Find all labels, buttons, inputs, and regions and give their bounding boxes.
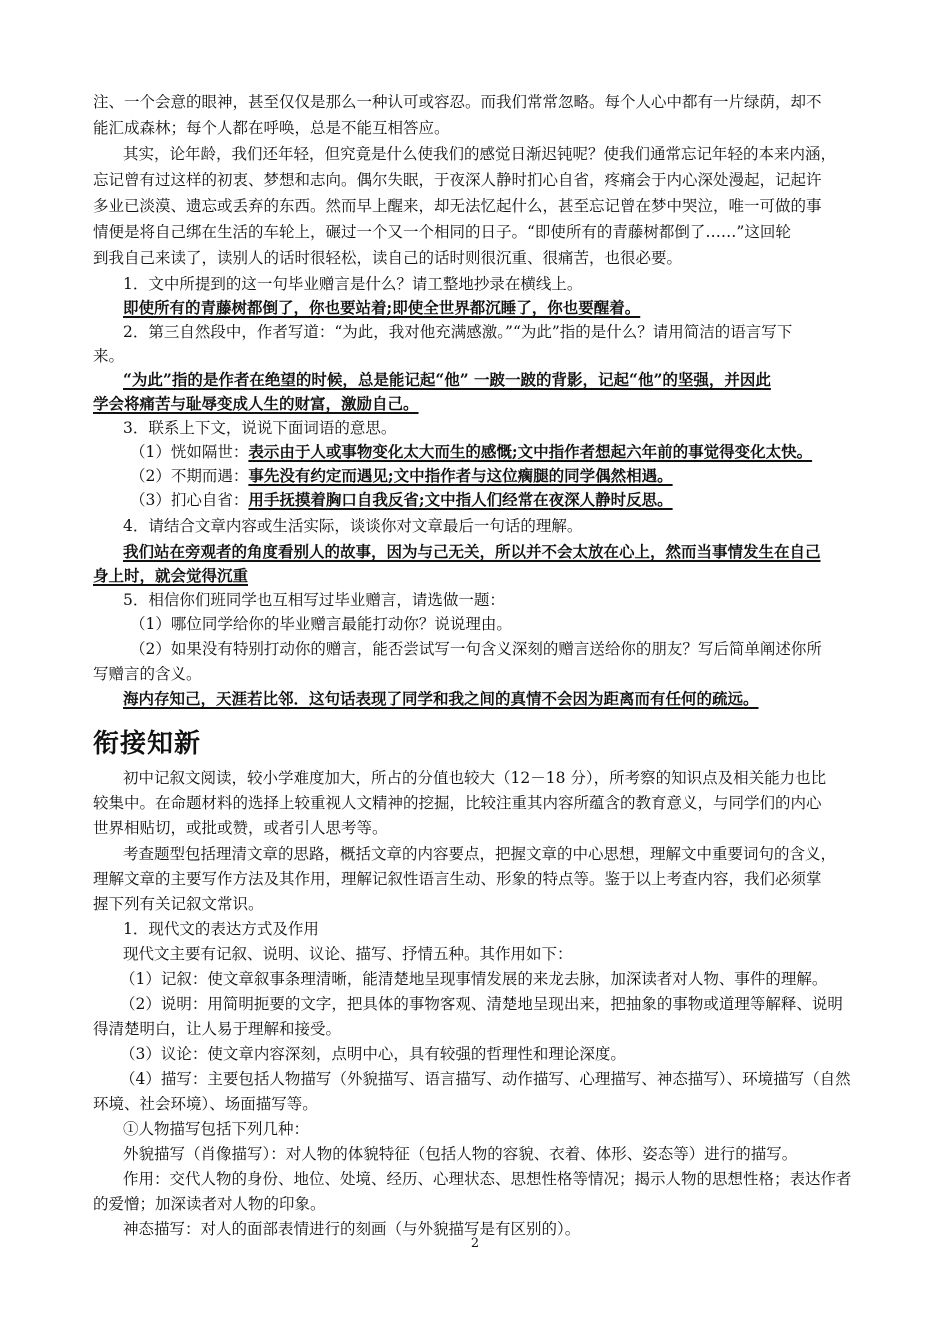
answer-2-cont: 学会将痛苦与耻辱变成人生的财富，激励自己。	[93, 394, 419, 413]
section-line: 现代文主要有记叙、说明、议论、描写、抒情五种。其作用如下：	[123, 945, 573, 963]
question-3-item-2	[130, 466, 900, 486]
section-line: （3）议论：使文章内容深刻，点明中心，具有较强的哲理性和理论深度。	[120, 1045, 626, 1063]
passage-line: 能汇成森林；每个人都在呼唤，总是不能互相答应。	[93, 119, 450, 137]
section-line: 得清楚明白，让人易于理解和接受。	[93, 1020, 342, 1038]
term-label: （3）扪心自省：	[130, 491, 249, 509]
answer-5: 海内存知己，天涯若比邻．这句话表现了同学和我之间的真情不会因为距离而有任何的疏远。	[123, 689, 759, 708]
section-line: 环境、社会环境）、场面描写等。	[93, 1095, 318, 1113]
passage-line: 多业已淡漠、遗忘或丢弃的东西。然而早上醒来，却无法忆起什么，甚至忘记曾在梦中哭泣，唯一可做的事	[93, 197, 822, 215]
section-line: 外貌描写（肖像描写）：对人物的体貌特征（包括人物的容貌、衣着、体形、姿态等）进行的描写。	[123, 1145, 798, 1163]
section-line: ①人物描写包括下列几种：	[123, 1120, 310, 1138]
answer-4-cont: 身上时，就会觉得沉重	[93, 566, 249, 585]
section-line: （1）记叙：使文章叙事条理清晰，能清楚地呈现事情发展的来龙去脉，加深读者对人物、事件的理解。	[120, 970, 828, 988]
question-2: 2．第三自然段中，作者写道：“为此，我对他充满感激。”“为此”指的是什么？请用简洁的语言写下	[123, 323, 793, 341]
answer-2: “为此”指的是作者在绝望的时候，总是能记起“他” 一跛一跛的背影，记起“他”的坚强，并因此	[123, 370, 771, 389]
passage-line: 其实，论年龄，我们还年轻，但究竟是什么使我们的感觉日渐迟钝呢？使我们通常忘记年轻的本来内涵，	[123, 145, 837, 163]
answer-4: 我们站在旁观者的角度看别人的故事，因为与己无关，所以并不会太放在心上，然而当事情发生在自己	[123, 542, 821, 561]
term-answer: 表示由于人或事物变化太大而生的感慨;文中指作者想起六年前的事觉得变化太快。	[248, 442, 813, 461]
section-paragraph-line: 较集中。在命题材料的选择上较重视人文精神的挖掘，比较注重其内容所蕴含的教育意义，与同学们的内心	[93, 794, 822, 812]
question-4: 4．请结合文章内容或生活实际，谈谈你对文章最后一句话的理解。	[123, 517, 583, 535]
section-paragraph-line: 初中记叙文阅读，较小学难度加大，所占的分值也较大（12－18 分），所考察的知识点及相关能力也比	[123, 769, 827, 787]
question-5-option-2-cont: 写赠言的含义。	[93, 665, 202, 683]
section-paragraph-line: 握下列有关记叙文常识。	[93, 895, 264, 913]
term-label: （2）不期而遇：	[130, 467, 249, 485]
section-line: 神态描写：对人的面部表情进行的刻画（与外貌描写是有区别的）。	[123, 1220, 581, 1238]
section-title: 衔接知新	[93, 729, 202, 759]
passage-line: 情便是将自己绑在生活的车轮上，碾过一个又一个相同的日子。“即使所有的青藤树都倒了……”这回轮	[93, 223, 791, 241]
question-3-item-1	[130, 442, 900, 462]
question-2-cont: 来。	[93, 347, 125, 365]
section-line: 的爱憎；加深读者对人物的印象。	[93, 1195, 326, 1213]
question-5-option-2: （2）如果没有特别打动你的赠言，能否尝试写一句含义深刻的赠言送给你的朋友？写后简单阐述你所	[130, 640, 822, 658]
question-5: 5．相信你们班同学也互相写过毕业赠言，请选做一题：	[123, 591, 505, 609]
question-3-item-3	[130, 490, 900, 510]
answer-1: 即使所有的青藤树都倒了，你也要站着;即使全世界都沉睡了，你也要醒着。	[123, 298, 641, 317]
term-answer: 事先没有约定而遇见;文中指作者与这位瘸腿的同学偶然相遇。	[248, 466, 673, 485]
subheading: 1．现代文的表达方式及作用	[123, 920, 319, 938]
section-line: （4）描写：主要包括人物描写（外貌描写、语言描写、动作描写、心理描写、神态描写）、环境描写（自然	[120, 1070, 851, 1088]
question-5-option-1: （1）哪位同学给你的毕业赠言最能打动你？说说理由。	[130, 615, 512, 633]
section-line: （2）说明：用简明扼要的文字，把具体的事物客观、清楚地呈现出来，把抽象的事物或道理等解释、说明	[120, 995, 843, 1013]
question-1: 1．文中所提到的这一句毕业赠言是什么？请工整地抄录在横线上。	[123, 275, 583, 293]
passage-line: 到我自己来读了，读别人的话时很轻松，读自己的话时则很沉重、很痛苦，也很必要。	[93, 249, 683, 267]
passage-line: 忘记曾有过这样的初衷、梦想和志向。偶尔失眠，于夜深人静时扪心自省，疼痛会于内心深处漫起，记起许	[93, 171, 822, 189]
passage-line: 注、一个会意的眼神，甚至仅仅是那么一种认可或容忍。而我们常常忽略。每个人心中都有一片绿荫，却不	[93, 93, 822, 111]
term-answer: 用手抚摸着胸口自我反省;文中指人们经常在夜深人静时反思。	[248, 490, 673, 509]
section-paragraph-line: 理解文章的主要写作方法及其作用，理解记叙性语言生动、形象的特点等。鉴于以上考查内容，我们必须掌	[93, 870, 822, 888]
section-paragraph-line: 世界相贴切，或批或赞，或者引人思考等。	[93, 819, 388, 837]
section-line: 作用：交代人物的身份、地位、处境、经历、心理状态、思想性格等情况；揭示人物的思想性格；表达作者	[123, 1170, 852, 1188]
section-paragraph-line: 考查题型包括理清文章的思路，概括文章的内容要点，把握文章的中心思想，理解文中重要词句的含义，	[123, 845, 837, 863]
term-label: （1）恍如隔世：	[130, 443, 249, 461]
page-number: 2	[470, 1236, 480, 1251]
question-3: 3．联系上下文，说说下面词语的意思。	[123, 419, 397, 437]
